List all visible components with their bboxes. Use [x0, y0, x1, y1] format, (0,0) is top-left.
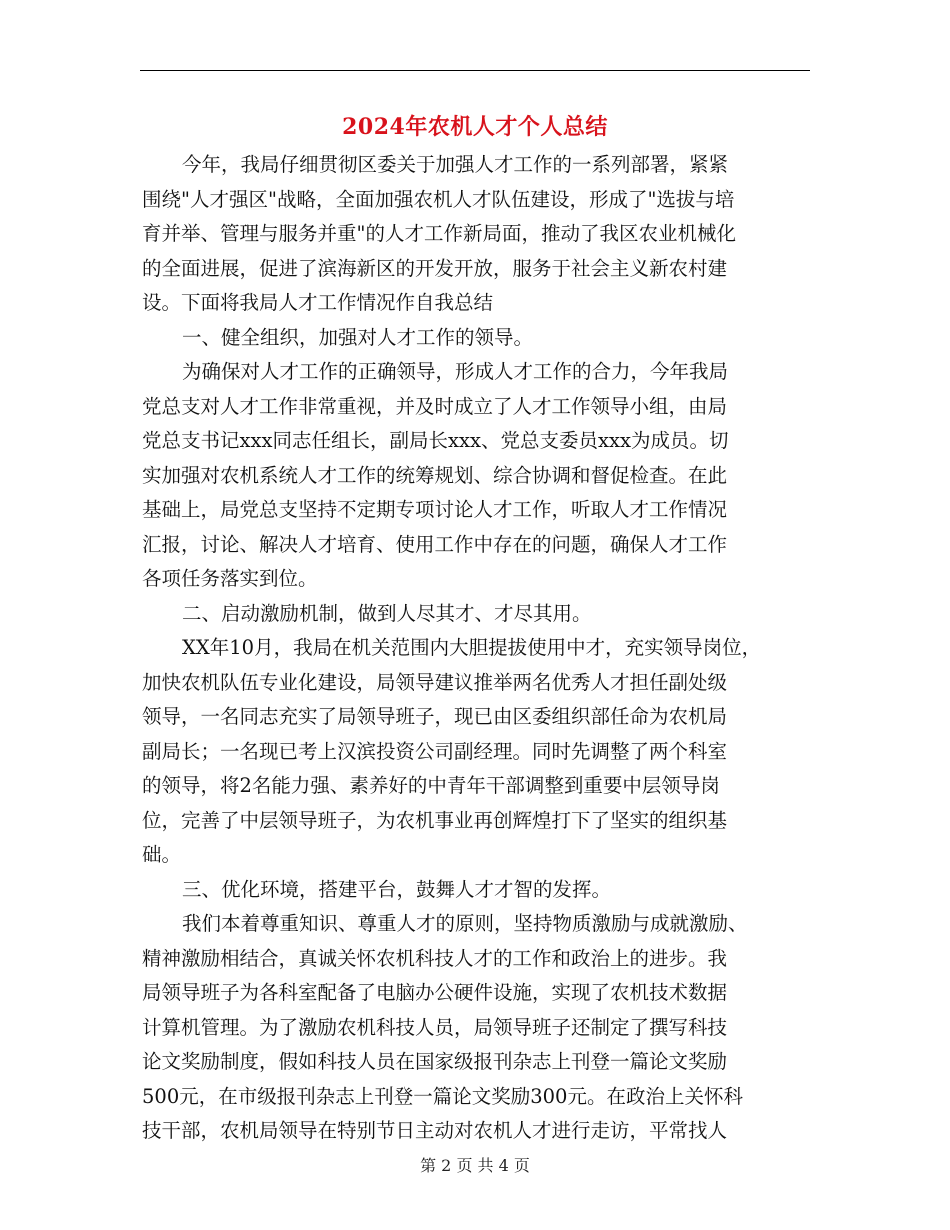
body-line: XX年10月，我局在机关范围内大胆提拔使用中才，充实领导岗位，	[182, 636, 762, 659]
body-line: 精神激励相结合，真诚关怀农机科技人才的工作和政治上的进步。我	[142, 946, 728, 970]
body-line: 实加强对农机系统人才工作的统筹规划、综合协调和督促检查。在此	[142, 463, 728, 487]
body-line: 础。	[142, 843, 182, 866]
body-line: 我们本着尊重知识、尊重人才的原则，坚持物质激励与成就激励、	[182, 912, 748, 935]
body-line: 的全面进展，促进了滨海新区的开发开放，服务于社会主义新农村建	[142, 256, 728, 280]
body-line: 局领导班子为各科室配备了电脑办公硬件设施，实现了农机技术数据	[142, 981, 728, 1004]
body-line: 加快农机队伍专业化建设，局领导建议推举两名优秀人才担任副处级	[142, 670, 728, 694]
body-line: 设。下面将我局人才工作情况作自我总结	[142, 291, 494, 314]
body-line: 育并举、管理与服务并重"的人才工作新局面，推动了我区农业机械化	[142, 222, 736, 245]
body-line: 副局长；一名现已考上汉滨投资公司副经理。同时先调整了两个科室	[142, 739, 728, 763]
header-rule	[140, 70, 810, 71]
body-line: 500元，在市级报刊杂志上刊登一篇论文奖励300元。在政治上关怀科	[142, 1084, 743, 1108]
body-line: 为确保对人才工作的正确领导，形成人才工作的合力，今年我局	[182, 360, 729, 383]
document-body	[142, 148, 814, 1149]
body-line: 的领导，将2名能力强、素养好的中青年干部调整到重要中层领导岗	[142, 774, 720, 797]
body-line: 二、启动激励机制，做到人尽其才、才尽其用。	[182, 601, 592, 625]
page-footer: 第 2 页 共 4 页	[420, 1156, 530, 1175]
body-line: 各项任务落实到位。	[142, 567, 318, 590]
body-line: 党总支对人才工作非常重视，并及时成立了人才工作领导小组，由局	[142, 394, 728, 418]
body-line: 领导，一名同志充实了局领导班子，现已由区委组织部任命为农机局	[142, 705, 728, 728]
body-line: 今年，我局仔细贯彻区委关于加强人才工作的一系列部署，紧紧	[182, 153, 729, 176]
body-line: 论文奖励制度，假如科技人员在国家级报刊杂志上刊登一篇论文奖励	[142, 1050, 728, 1073]
body-line: 一、健全组织，加强对人才工作的领导。	[182, 325, 534, 349]
document-title: 2024年农机人才个人总结	[342, 114, 608, 140]
body-line: 围绕"人才强区"战略，全面加强农机人才队伍建设，形成了"选拔与培	[142, 187, 735, 211]
body-line: 位，完善了中层领导班子，为农机事业再创辉煌打下了坚实的组织基	[142, 808, 728, 832]
body-line: 基础上，局党总支坚持不定期专项讨论人才工作，听取人才工作情况	[142, 498, 728, 521]
body-line: 三、优化环境，搭建平台，鼓舞人才才智的发挥。	[182, 877, 612, 901]
body-line: 党总支书记xxx同志任组长，副局长xxx、党总支委员xxx为成员。切	[142, 429, 729, 452]
body-line: 技干部，农机局领导在特别节日主动对农机人才进行走访，平常找人	[142, 1119, 728, 1142]
body-line: 汇报，讨论、解决人才培育、使用工作中存在的问题，确保人才工作	[142, 532, 728, 556]
body-line: 计算机管理。为了激励农机科技人员，局领导班子还制定了撰写科技	[142, 1015, 728, 1039]
